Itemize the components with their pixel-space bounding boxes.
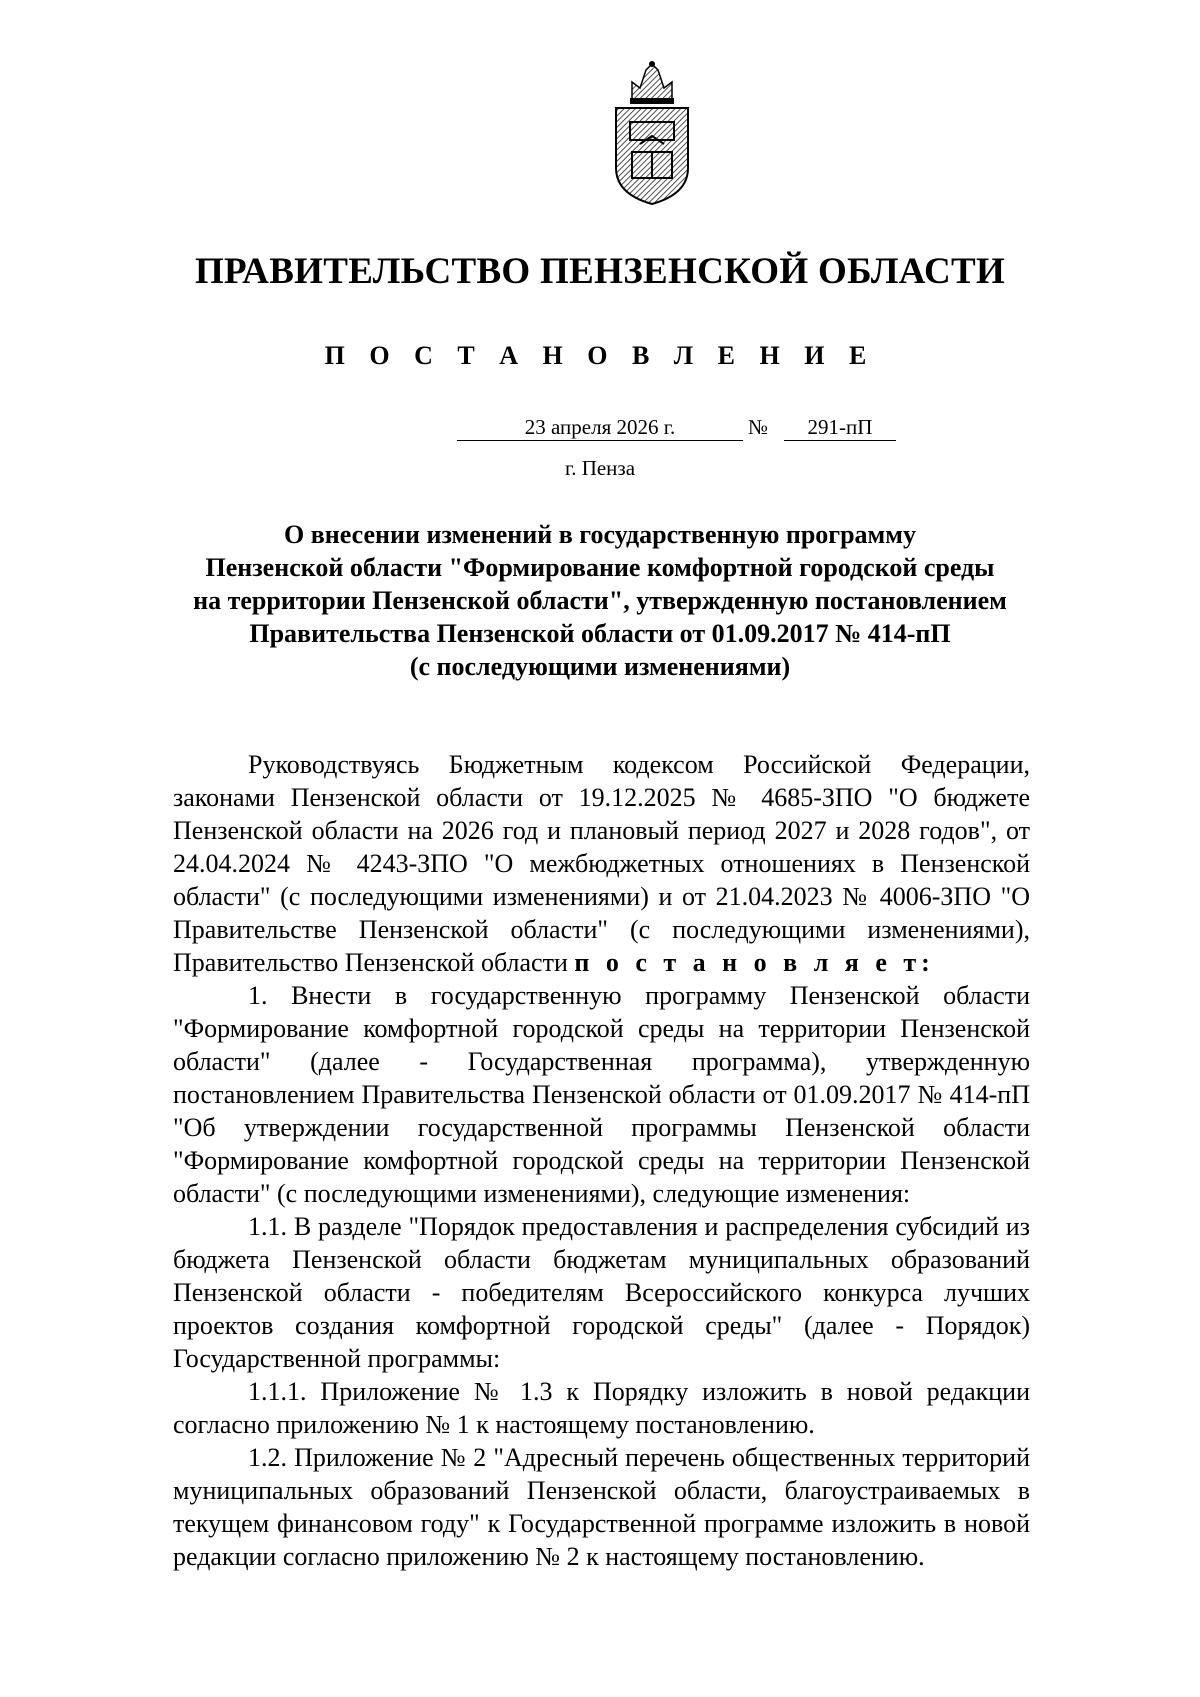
coat-of-arms-icon [610,60,694,208]
subject-line: (с последующими изменениями) [409,652,791,681]
number-sign: № [748,415,769,439]
subject-line: Правительства Пензенской области от 01.09.2017 № 414-пП [249,619,951,648]
item-1-1: 1.1. В разделе "Порядок предоставления и распределения субсидий из бюджета Пензенской области бюджетам муниципальных образований Пензенской области - победителям Всероссийского конкурса лучших проектов создания комфортной городской среды" (далее - Порядок) Государственной программы: [173,1212,1030,1373]
preamble-paragraph [173,748,1030,979]
city: г. Пенза [564,456,636,480]
item-1-1-1: 1.1.1. Приложение № 1.3 к Порядку изложить в новой редакции согласно приложению № 1 к настоящему постановлению. [173,1377,1030,1439]
subject-line: на территории Пензенской области", утвержденную постановлением [193,586,1007,615]
date-number-row [0,414,1200,446]
government-title: ПРАВИТЕЛЬСТВО ПЕНЗЕНСКОЙ ОБЛАСТИ [194,251,1006,292]
subject-line: Пензенской области "Формирование комфортной городской среды [205,553,995,582]
preamble-text: Руководствуясь Бюджетным кодексом Российской Федерации, законами Пензенской области от 19.12.2025 № 4685-ЗПО "О бюджете Пензенской области на 2026 год и плановый период 2027 и 2028 годов", от 24.04.2024 № 4243-ЗПО "О межбюджетных отношениях в Пензенской области" (с последующими изменениями) и от 21.04.2023 № 4006-ЗПО "О Правительстве Пензенской области" (с последующими изменениями), Правительство Пензенской области [173,750,1030,977]
document-type: П О С Т А Н О В Л Е Н И Е [324,341,876,370]
resolves-word: п о с т а н о в л я е т: [574,948,935,977]
document-date: 23 апреля 2026 г. [457,414,743,441]
document-number: 291-пП [784,414,896,441]
item-1: 1. Внести в государственную программу Пензенской области "Формирование комфортной городской среды на территории Пензенской области" (далее - Государственная программа), утвержденную постановлением Правительства Пензенской области от 01.09.2017 № 414-пП "Об утверждении государственной программы Пензенской области "Формирование комфортной городской среды на территории Пензенской области" (с последующими изменениями), следующие изменения: [173,981,1030,1208]
document-body [173,748,1030,1573]
item-1-2: 1.2. Приложение № 2 "Адресный перечень общественных территорий муниципальных образований Пензенской области, благоустраиваемых в текущем финансовом году" к Государственной программе изложить в новой редакции согласно приложению № 2 к настоящему постановлению. [173,1443,1030,1571]
document-subject [160,518,1040,683]
subject-line: О внесении изменений в государственную программу [284,520,916,549]
